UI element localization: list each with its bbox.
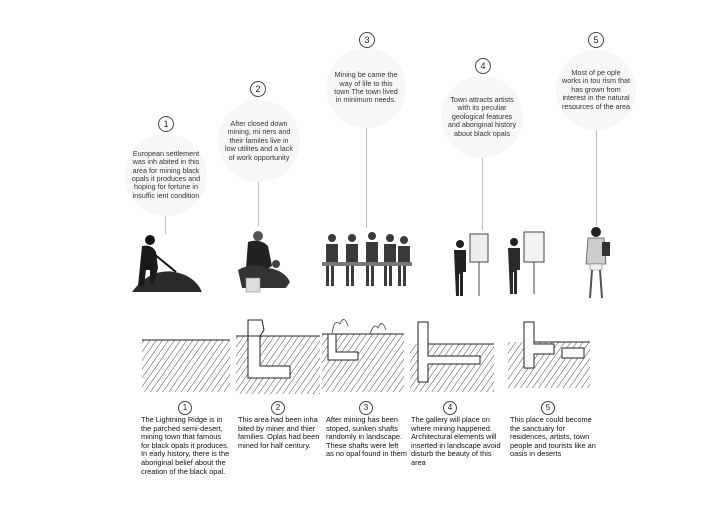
stage-5-bubble-text: Most of pe ople works in tou rism that has grown from interest in the natural resources of the area [562,67,630,111]
stage-5-stem [596,130,597,226]
stage-3-stem [366,128,367,228]
stage-3-caption: After mining has been stoped, sunken shafts randomly in landscape. These shafts were left as no opal found in them [326,415,407,459]
sketch-4-gallery [410,318,494,392]
stage-3-number-bottom: 3 [359,401,373,415]
tourist-photo [578,224,614,300]
miner-shoveling-photo [120,228,204,294]
stage-4-caption: The gallery will place on where mining happened. Architectural elements will inserted in landscape avoid disturb the beauty of this area [411,415,501,467]
stage-4-stem [482,158,483,230]
stage-1-bubble [125,134,207,216]
stage-1-caption: The Lightning Ridge is in the parched semi-desert, mining town that famous for black opals it produces. In early history, there is the aboriginal belief about the creation of the black opal. [141,415,230,476]
stage-1-number-top: 1 [158,116,174,132]
stage-3-number-top: 3 [359,32,375,48]
stage-4-number-bottom: 4 [443,401,457,415]
stage-4-number-top: 4 [475,58,491,74]
stage-3-bubble-text: Mining be came the way of life to this town The town lived in minimum needs. [334,70,398,105]
sketch-2-shaft [236,312,320,394]
stage-1-number-bottom: 1 [178,401,192,415]
stage-5-bubble [556,50,636,130]
stage-2-bubble [218,100,300,182]
sketch-1-ground [142,334,230,392]
sketch-3-sunken-shafts [322,310,404,392]
stage-4-bubble [441,76,523,158]
stage-2-stem [258,182,259,226]
stage-5-number-top: 5 [588,32,604,48]
stage-2-number-top: 2 [250,81,266,97]
stage-4-bubble-text: Town attracts artists with its peculiar geological features and aboriginal history about black opals [447,94,517,138]
stage-1-bubble-text: European settlement was inh abited in this area for mining black opals it produces and hoping for fortune in insuffic ient condition [131,148,201,200]
stage-3-bubble [326,48,406,128]
stage-2-caption: This area had been inha bited by miner and thier families. Oplas had been mined for half century. [238,415,320,450]
stage-2-bubble-text: After closed down mining, mi ners and their familes live in low utilites and a lack of work opportunity [225,118,293,162]
elderly-men-bench-photo [320,228,414,292]
stage-5-caption: This place could become the sanctuary for residences, artists, town people and tourists like an oasis in deserts [510,415,596,459]
miner-family-photo [232,226,294,296]
artists-painting-photo [448,228,548,300]
stage-5-number-bottom: 5 [541,401,555,415]
sketch-5-sanctuary [508,318,590,388]
stage-2-number-bottom: 2 [271,401,285,415]
